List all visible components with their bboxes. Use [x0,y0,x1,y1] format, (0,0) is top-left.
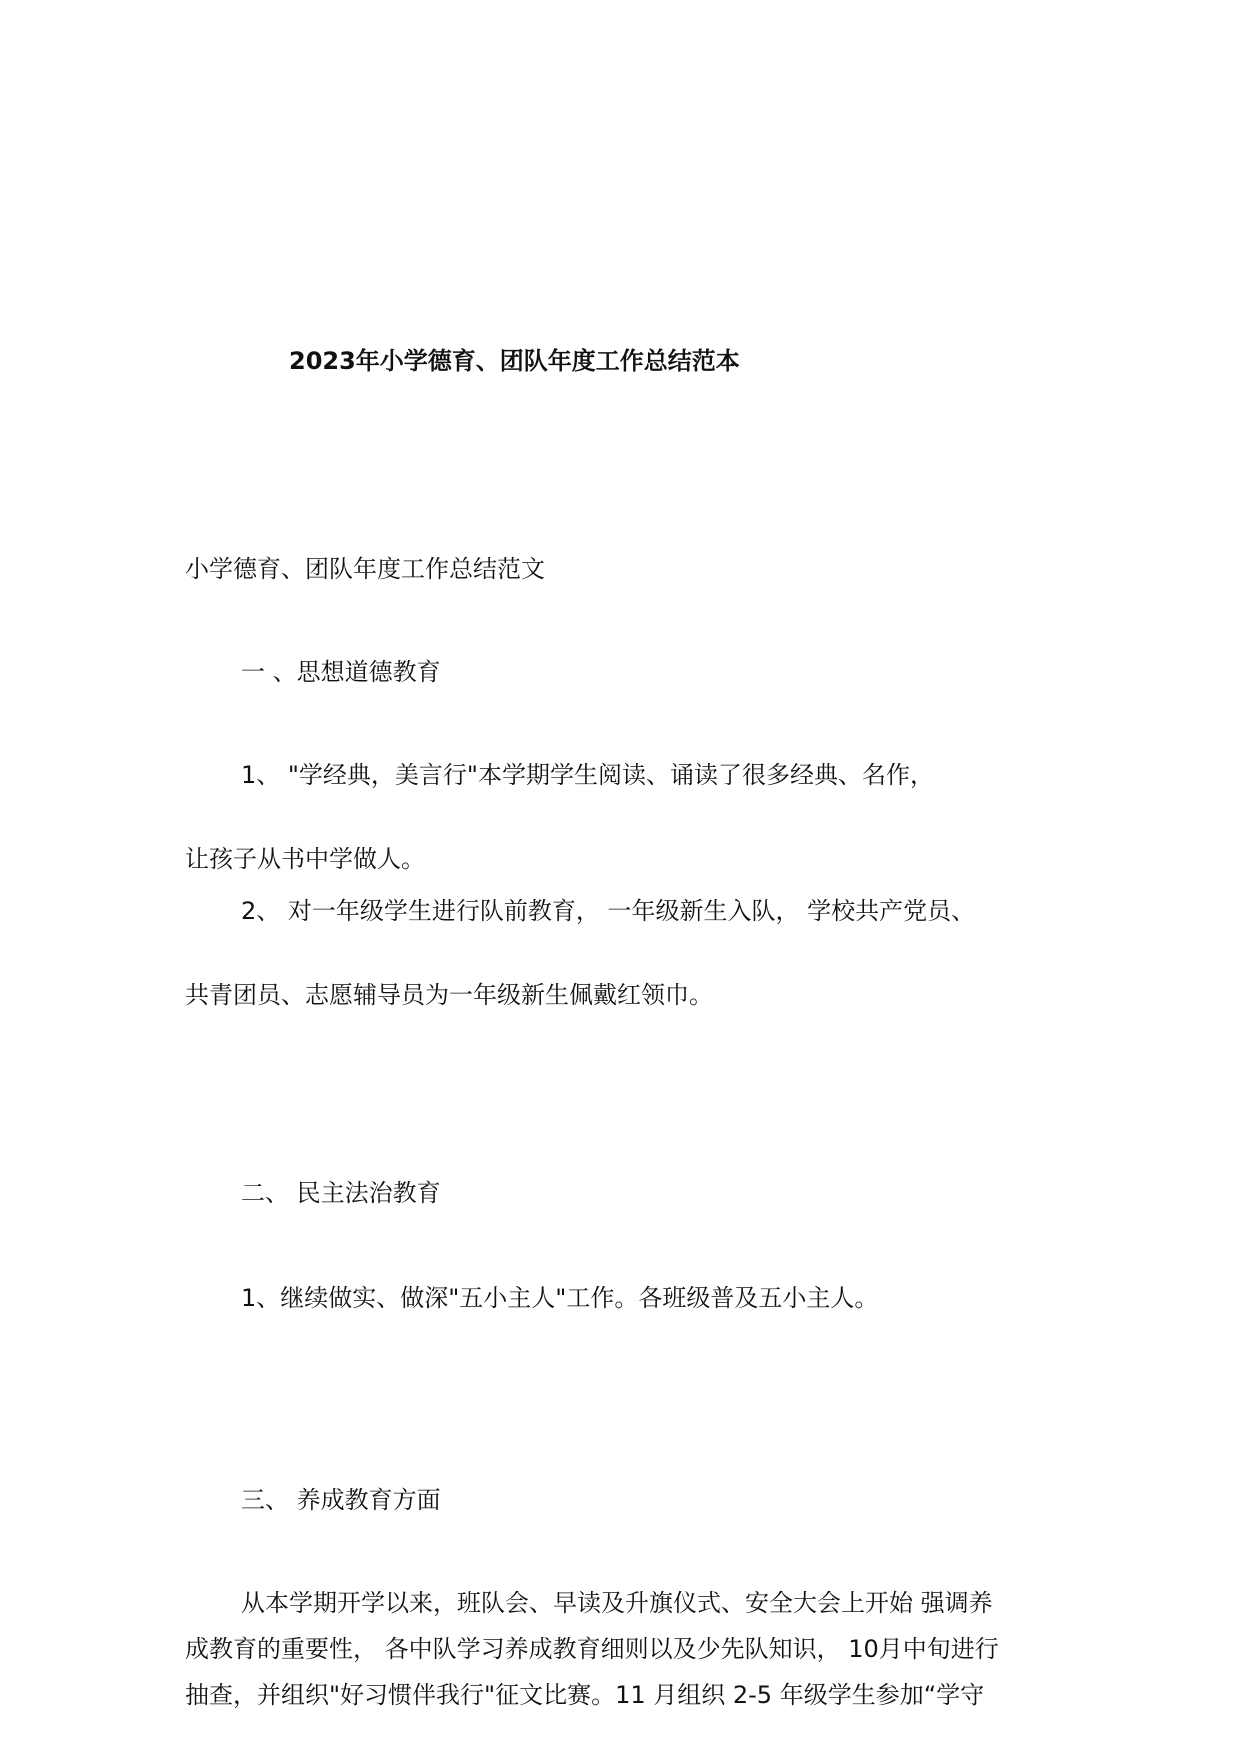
paragraph-line: 让孩子从书中学做人。 [185,845,425,873]
section-heading-habit-education: 三、 养成教育方面 [241,1486,441,1514]
paragraph-line: 1、继续做实、做深"五小主人"工作。各班级普及五小主人。 [241,1284,879,1312]
paragraph-line: 共青团员、志愿辅导员为一年级新生佩戴红领巾。 [185,981,713,1009]
paragraph-line: 1、 "学经典，美言行"本学期学生阅读、诵读了很多经典、名作， [241,761,934,789]
paragraph-line: 从本学期开学以来，班队会、早读及升旗仪式、安全大会上开始 强调养 [241,1589,993,1617]
section-heading-moral-education: 一 、思想道德教育 [241,658,441,686]
document-title: 2023年小学德育、团队年度工作总结范本 [289,347,740,375]
document-subtitle: 小学德育、团队年度工作总结范文 [185,555,545,583]
paragraph-line: 2、 对一年级学生进行队前教育， 一年级新生入队， 学校共产党员、 [241,897,976,925]
paragraph-line: 成教育的重要性， 各中队学习养成教育细则以及少先队知识， 10月中旬进行 [185,1635,999,1663]
section-heading-democracy-law-education: 二、 民主法治教育 [241,1179,441,1207]
paragraph-line: 抽查，并组织"好习惯伴我行"征文比赛。11 月组织 2-5 年级学生参加“学守 [185,1681,985,1709]
